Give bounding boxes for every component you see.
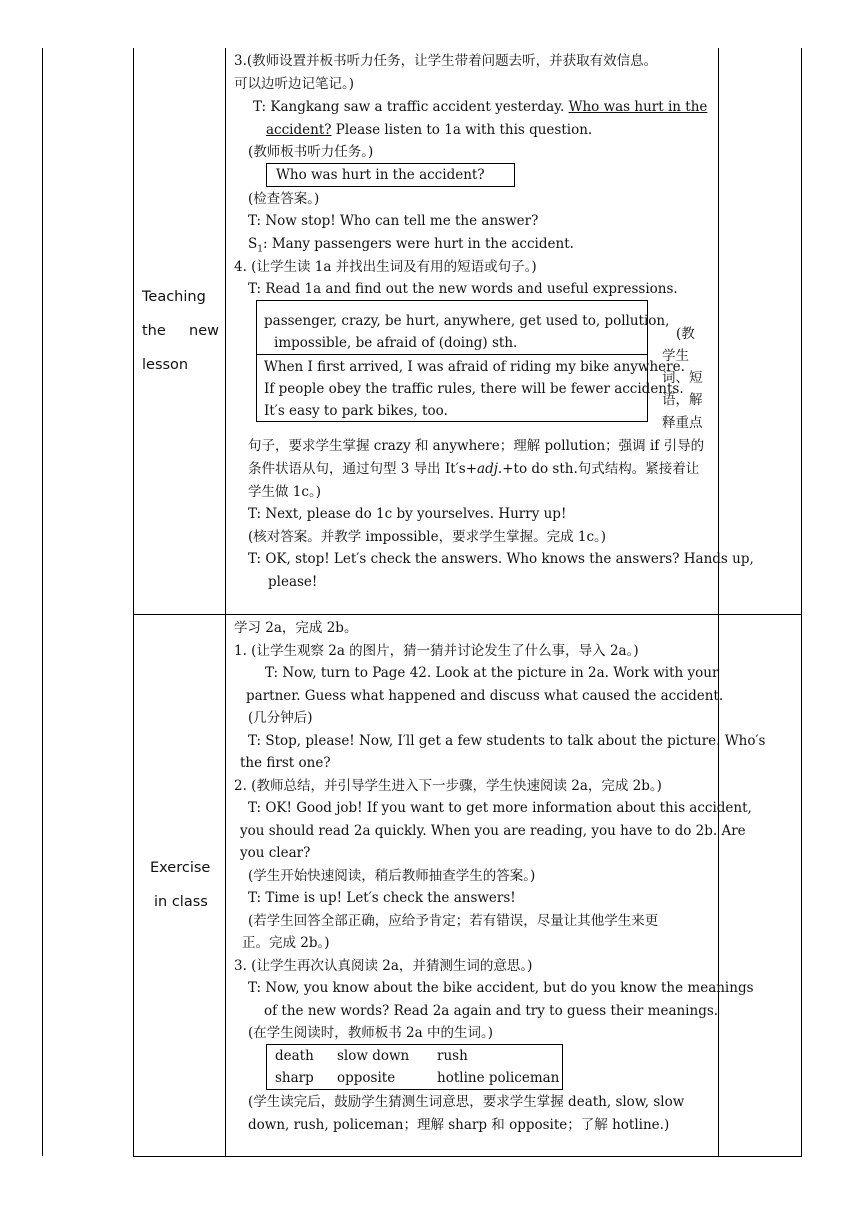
teacher-line-1: [253, 96, 707, 118]
teacher-line-3: T: Read 1a and find out the new words and useful expressions.: [248, 281, 678, 297]
side-note-5: 释重点: [662, 415, 703, 431]
word-death: death: [275, 1048, 314, 1064]
exercise-note-board-words: (在学生阅读时，教师板书 2a 中的生词。): [248, 1025, 494, 1041]
exercise-teacher-5: T: Now, you know about the bike accident, but do you know the meanings: [248, 980, 754, 996]
step3-line2: 可以边听边记笔记。): [234, 76, 355, 92]
label-teaching: Teaching: [142, 289, 206, 305]
note-check-answer: (检查答案。): [248, 191, 320, 207]
table-row-divider: [133, 614, 802, 615]
label-the: the: [142, 323, 166, 339]
step4-line: 4. (让学生读 1a 并找出生词及有用的短语或句子。): [234, 259, 537, 275]
side-note-2: 学生: [662, 348, 689, 364]
exercise-note-correct: (若学生回答全部正确，应给予肯定；若有错误，尽量让其他学生来更: [248, 913, 659, 929]
table-border-right: [801, 48, 802, 1157]
table-col-divider-1: [133, 48, 134, 1157]
exercise-teacher-5-cont: of the new words? Read 2a again and try to guess their meanings.: [264, 1003, 719, 1019]
label-new: new: [189, 323, 219, 339]
side-note-1: (教: [676, 326, 695, 342]
exercise-teacher-1: T: Now, turn to Page 42. Look at the picture in 2a. Work with your: [265, 665, 719, 681]
teacher-line-4: T: Next, please do 1c by yourselves. Hurry up!: [248, 506, 567, 522]
expressions-line-1: passenger, crazy, be hurt, anywhere, get used to, pollution,: [264, 313, 670, 329]
continued-note-3: 学生做 1c。): [248, 484, 321, 500]
word-hotline-policeman: hotline policeman: [437, 1070, 560, 1086]
exercise-note-reading: (学生开始快速阅读，稍后教师抽查学生的答案。): [248, 868, 536, 884]
exercise-step-3: 3. (让学生再次认真阅读 2a，并猜测生词的意思。): [234, 958, 533, 974]
sentence-line-3: It′s easy to park bikes, too.: [264, 403, 448, 419]
teacher-line-1a: T: Kangkang saw a traffic accident yesterday.: [253, 99, 569, 115]
exercise-step-1: 1. (让学生观察 2a 的图片，猜一猜并讨论发生了什么事，导入 2a。): [234, 643, 639, 659]
continued-note-2b-italic: adj.: [477, 461, 503, 477]
note-board-task: (教师板书听力任务。): [248, 144, 374, 160]
teacher-line-1-cont: [266, 119, 592, 141]
table-border-left: [42, 48, 43, 1156]
exercise-note-minutes: (几分钟后): [248, 710, 313, 726]
word-slow-down: slow down: [337, 1048, 410, 1064]
exercise-intro: 学习 2a，完成 2b。: [234, 620, 358, 636]
exercise-step-2: 2. (教师总结，并引导学生进入下一步骤，学生快速阅读 2a，完成 2b。): [234, 778, 662, 794]
table-col-divider-2: [225, 48, 226, 1157]
continued-note-2a: 条件状语从句，通过句型 3 导出 It′s+: [248, 461, 478, 477]
teacher-line-1b-underlined: Who was hurt in the: [568, 99, 708, 115]
student-answer: : Many passengers were hurt in the accident.: [262, 236, 574, 252]
word-opposite: opposite: [337, 1070, 396, 1086]
exercise-teacher-4: T: Time is up! Let′s check the answers!: [248, 890, 516, 906]
side-note-4: 语，解: [662, 392, 703, 408]
board-box-question: [266, 163, 515, 187]
teacher-line-1c-underlined: accident?: [266, 122, 332, 138]
exercise-note-correct-cont: 正。完成 2b。): [242, 935, 330, 951]
continued-note-2c: +to do sth.句式结构。紧接着让: [502, 461, 700, 477]
sentence-line-2: If people obey the traffic rules, there will be fewer accidents.: [264, 381, 684, 397]
note-check-1c: (核对答案。并教学 impossible，要求学生掌握。完成 1c。): [248, 529, 607, 545]
exercise-teacher-2: T: Stop, please! Now, I′ll get a few students to talk about the picture. Who′s: [248, 733, 766, 749]
word-sharp: sharp: [275, 1070, 314, 1086]
exercise-teacher-2-cont: the first one?: [240, 755, 331, 771]
label-in-class: in class: [154, 894, 208, 910]
exercise-teacher-1-cont: partner. Guess what happened and discuss what caused the accident.: [246, 688, 724, 704]
board-box-new-words: [266, 1044, 563, 1090]
teacher-line-2: T: Now stop! Who can tell me the answer?: [248, 213, 539, 229]
continued-note-2: [248, 458, 699, 480]
teacher-line-5-cont: please!: [268, 574, 318, 590]
expressions-line-2: impossible, be afraid of (doing) sth.: [274, 335, 518, 351]
exercise-teacher-3-cont2: you clear?: [240, 845, 311, 861]
teacher-line-5: T: OK, stop! Let′s check the answers. Who knows the answers? Hands up,: [248, 551, 754, 567]
continued-note-1: 句子，要求学生掌握 crazy 和 anywhere；理解 pollution；强调 if 引导的: [248, 438, 705, 454]
expressions-divider: [256, 354, 648, 355]
student-subscript: 1: [257, 244, 263, 255]
word-rush: rush: [437, 1048, 468, 1064]
sentence-line-1: When I first arrived, I was afraid of riding my bike anywhere.: [264, 359, 685, 375]
label-exercise: Exercise: [150, 860, 211, 876]
board-question-text: Who was hurt in the accident?: [276, 167, 485, 183]
teacher-line-1d: Please listen to 1a with this question.: [331, 122, 593, 138]
exercise-teacher-3: T: OK! Good job! If you want to get more information about this accident,: [248, 800, 752, 816]
side-note-3: 词、短: [662, 370, 703, 386]
exercise-note-guess: (学生读完后，鼓励学生猜测生词意思，要求学生掌握 death, slow, slow: [248, 1094, 685, 1110]
table-bottom-border: [133, 1156, 802, 1157]
exercise-note-guess-cont: down, rush, policeman；理解 sharp 和 opposite；了解 hotline.): [248, 1117, 670, 1133]
exercise-teacher-3-cont1: you should read 2a quickly. When you are reading, you have to do 2b. Are: [240, 823, 746, 839]
label-lesson: lesson: [142, 357, 189, 373]
step3-line1: 3.(教师设置并板书听力任务，让学生带着问题去听，并获取有效信息。: [234, 53, 658, 69]
student-label: S: [248, 236, 258, 252]
